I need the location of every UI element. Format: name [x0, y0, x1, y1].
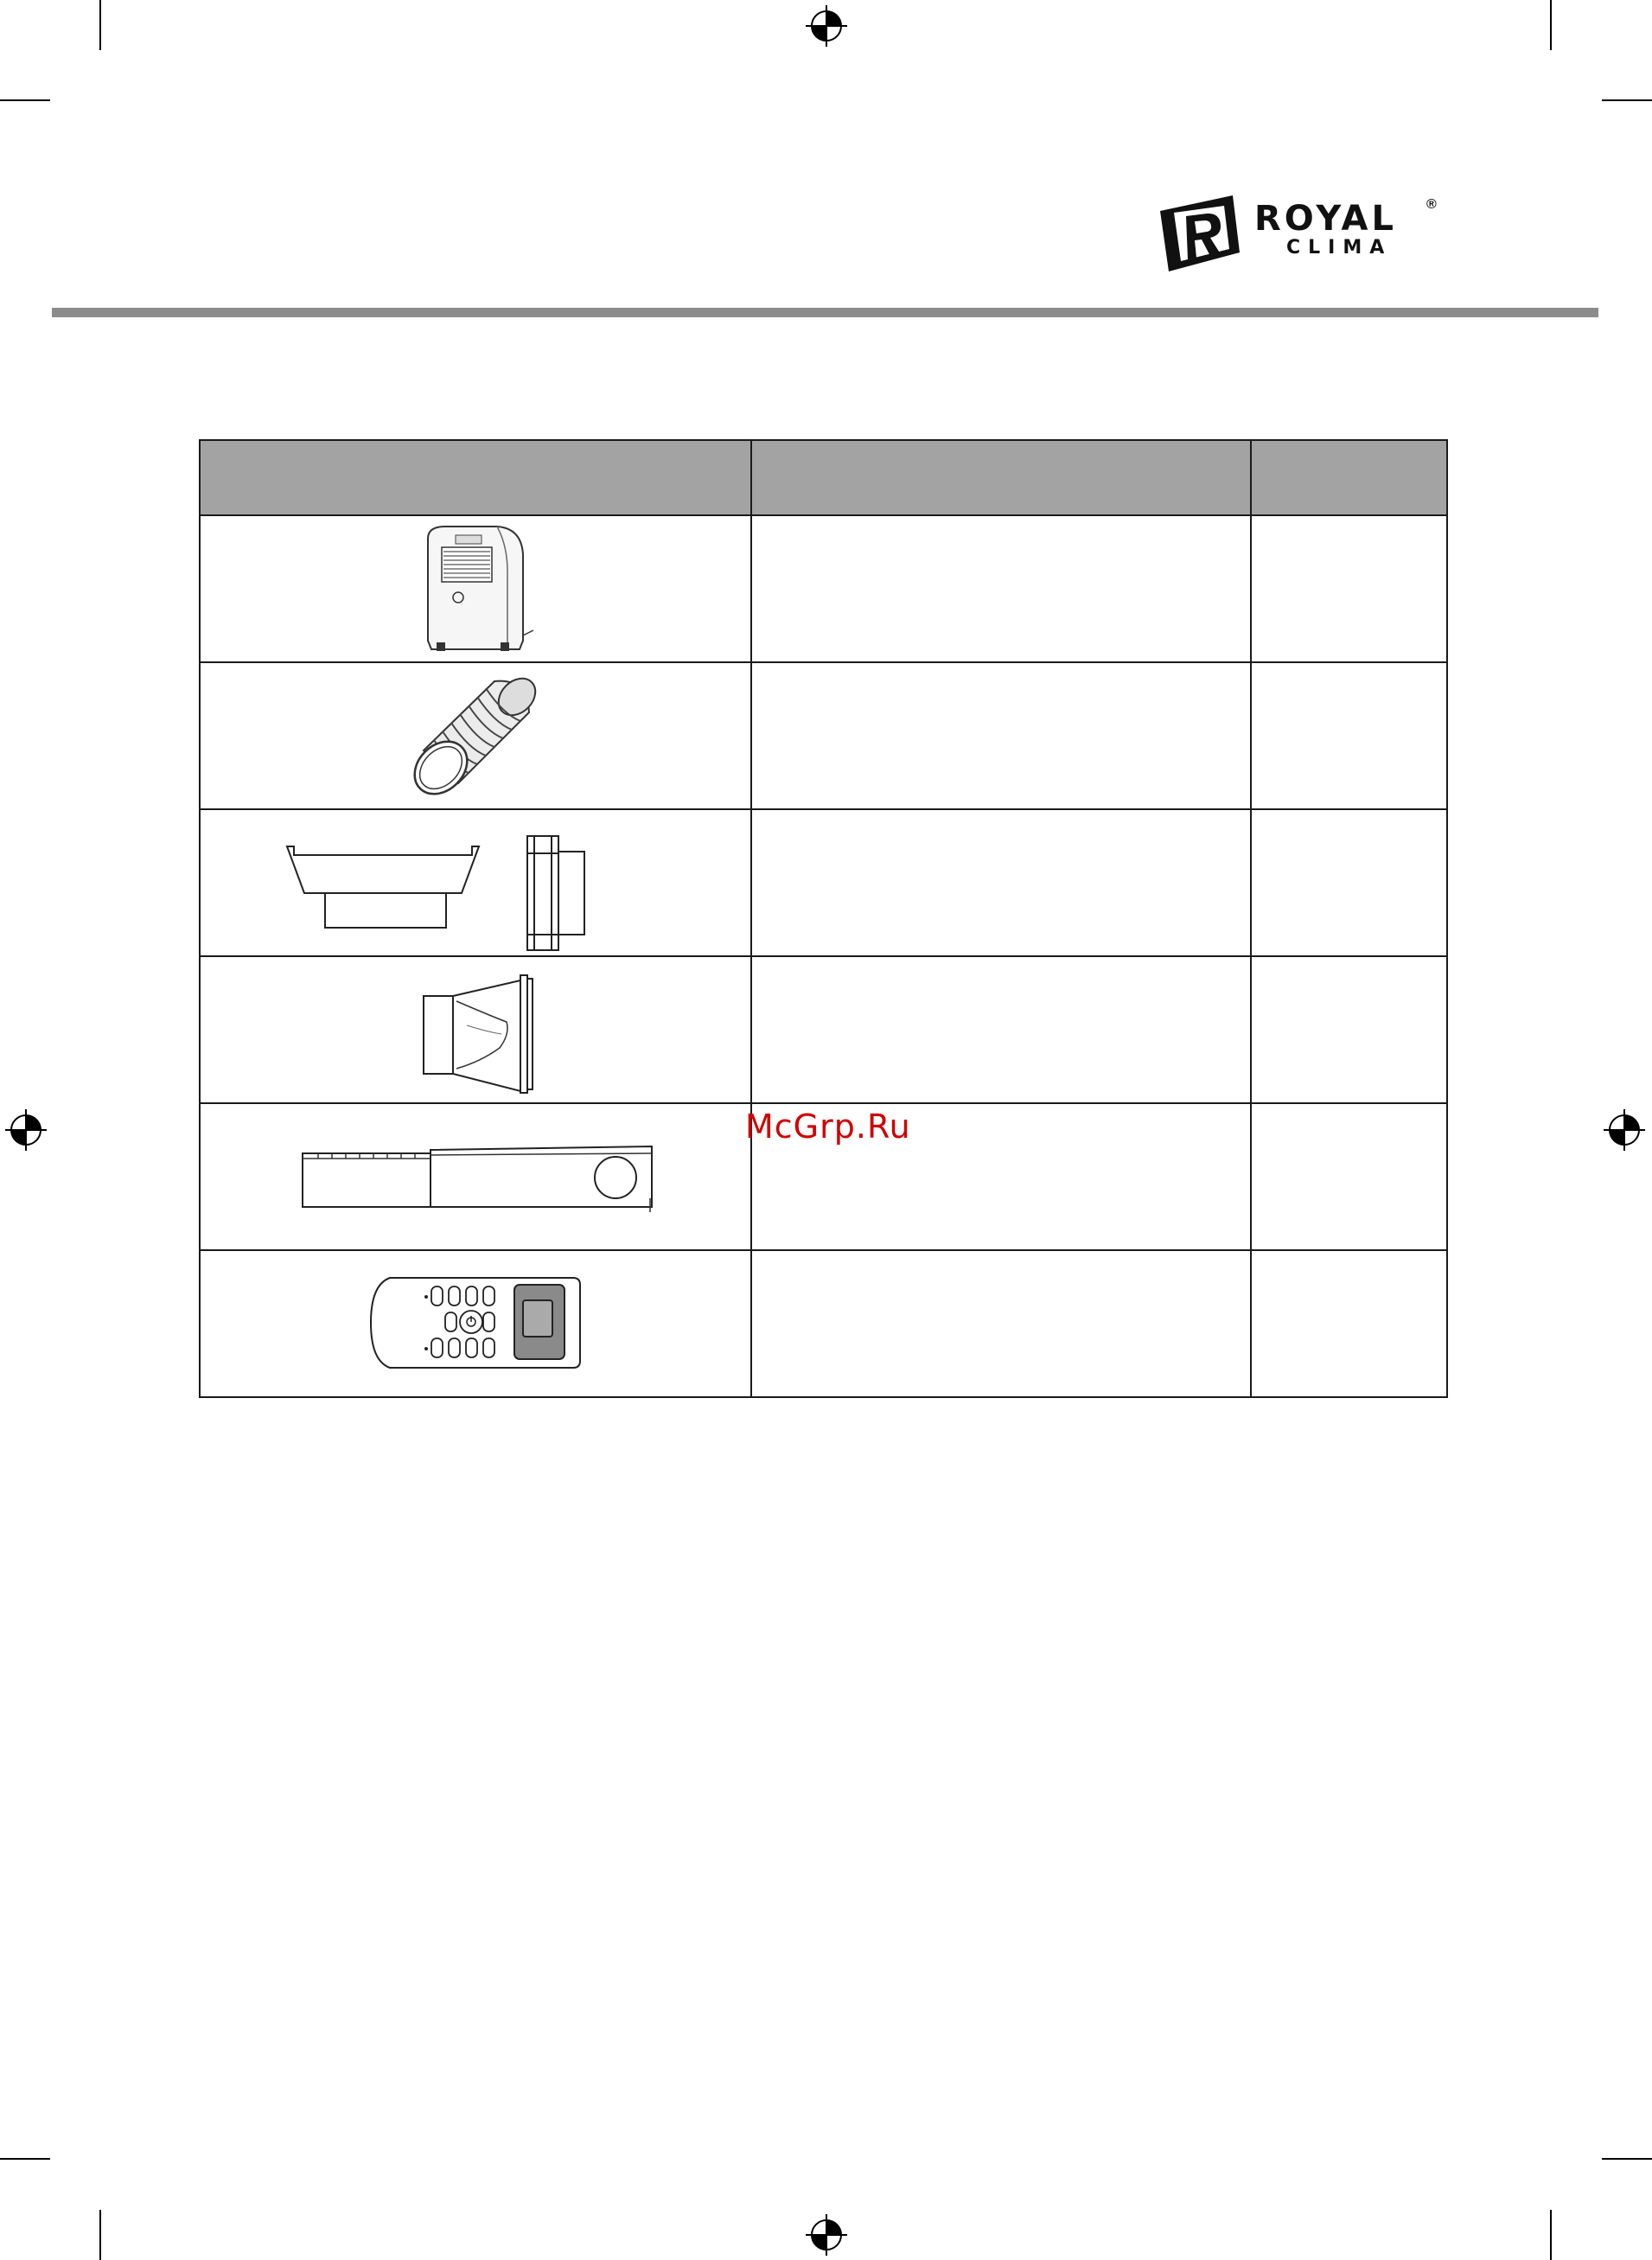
quantity-cell	[1251, 956, 1447, 1103]
brand-logo	[1157, 192, 1455, 275]
crop-mark	[1602, 99, 1652, 101]
accessories-table	[199, 439, 1448, 1398]
registration-mark-icon	[806, 5, 847, 47]
table-row	[200, 662, 1447, 809]
brand-subname: CLIMA	[1286, 237, 1393, 259]
crop-mark	[99, 2210, 101, 2260]
crop-mark	[0, 99, 50, 101]
description-cell	[751, 1250, 1251, 1397]
quantity-cell	[1251, 1250, 1447, 1397]
item-image-cell	[200, 809, 751, 956]
crop-mark	[1602, 2158, 1652, 2160]
registration-mark-icon	[806, 2214, 847, 2256]
item-image-cell	[200, 956, 751, 1103]
quantity-cell	[1251, 809, 1447, 956]
quantity-cell	[1251, 662, 1447, 809]
registration-mark-icon	[1604, 1109, 1645, 1151]
item-image-cell	[200, 662, 751, 809]
crop-mark	[99, 0, 101, 50]
quantity-cell	[1251, 1103, 1447, 1250]
header-cell	[751, 440, 1251, 515]
crop-mark	[1550, 0, 1552, 50]
item-image-cell	[200, 515, 751, 662]
window-outlet-adapter-icon	[406, 965, 545, 1095]
exhaust-hose-icon	[398, 671, 553, 801]
quantity-cell	[1251, 515, 1447, 662]
header-cell	[1251, 440, 1447, 515]
brand-name: ROYAL	[1254, 199, 1397, 239]
registered-mark: ®	[1426, 197, 1437, 212]
description-cell	[751, 809, 1251, 956]
table-header-row	[200, 440, 1447, 515]
hose-adapters-icon	[285, 814, 666, 952]
description-cell	[751, 956, 1251, 1103]
watermark-text: McGrp.Ru	[745, 1108, 911, 1146]
remote-control-icon	[367, 1274, 584, 1374]
table-row	[200, 809, 1447, 956]
header-rule	[52, 308, 1598, 317]
window-slider-kit-icon	[294, 1138, 657, 1216]
description-cell	[751, 515, 1251, 662]
item-image-cell	[200, 1103, 751, 1250]
header-cell	[200, 440, 751, 515]
table-row	[200, 1250, 1447, 1397]
table-row	[200, 515, 1447, 662]
portable-air-conditioner-icon	[411, 520, 540, 658]
table-row	[200, 956, 1447, 1103]
registration-mark-icon	[5, 1109, 47, 1151]
description-cell	[751, 662, 1251, 809]
royal-clima-emblem-icon	[1157, 192, 1243, 275]
item-image-cell	[200, 1250, 751, 1397]
crop-mark	[1550, 2210, 1552, 2260]
crop-mark	[0, 2158, 50, 2160]
